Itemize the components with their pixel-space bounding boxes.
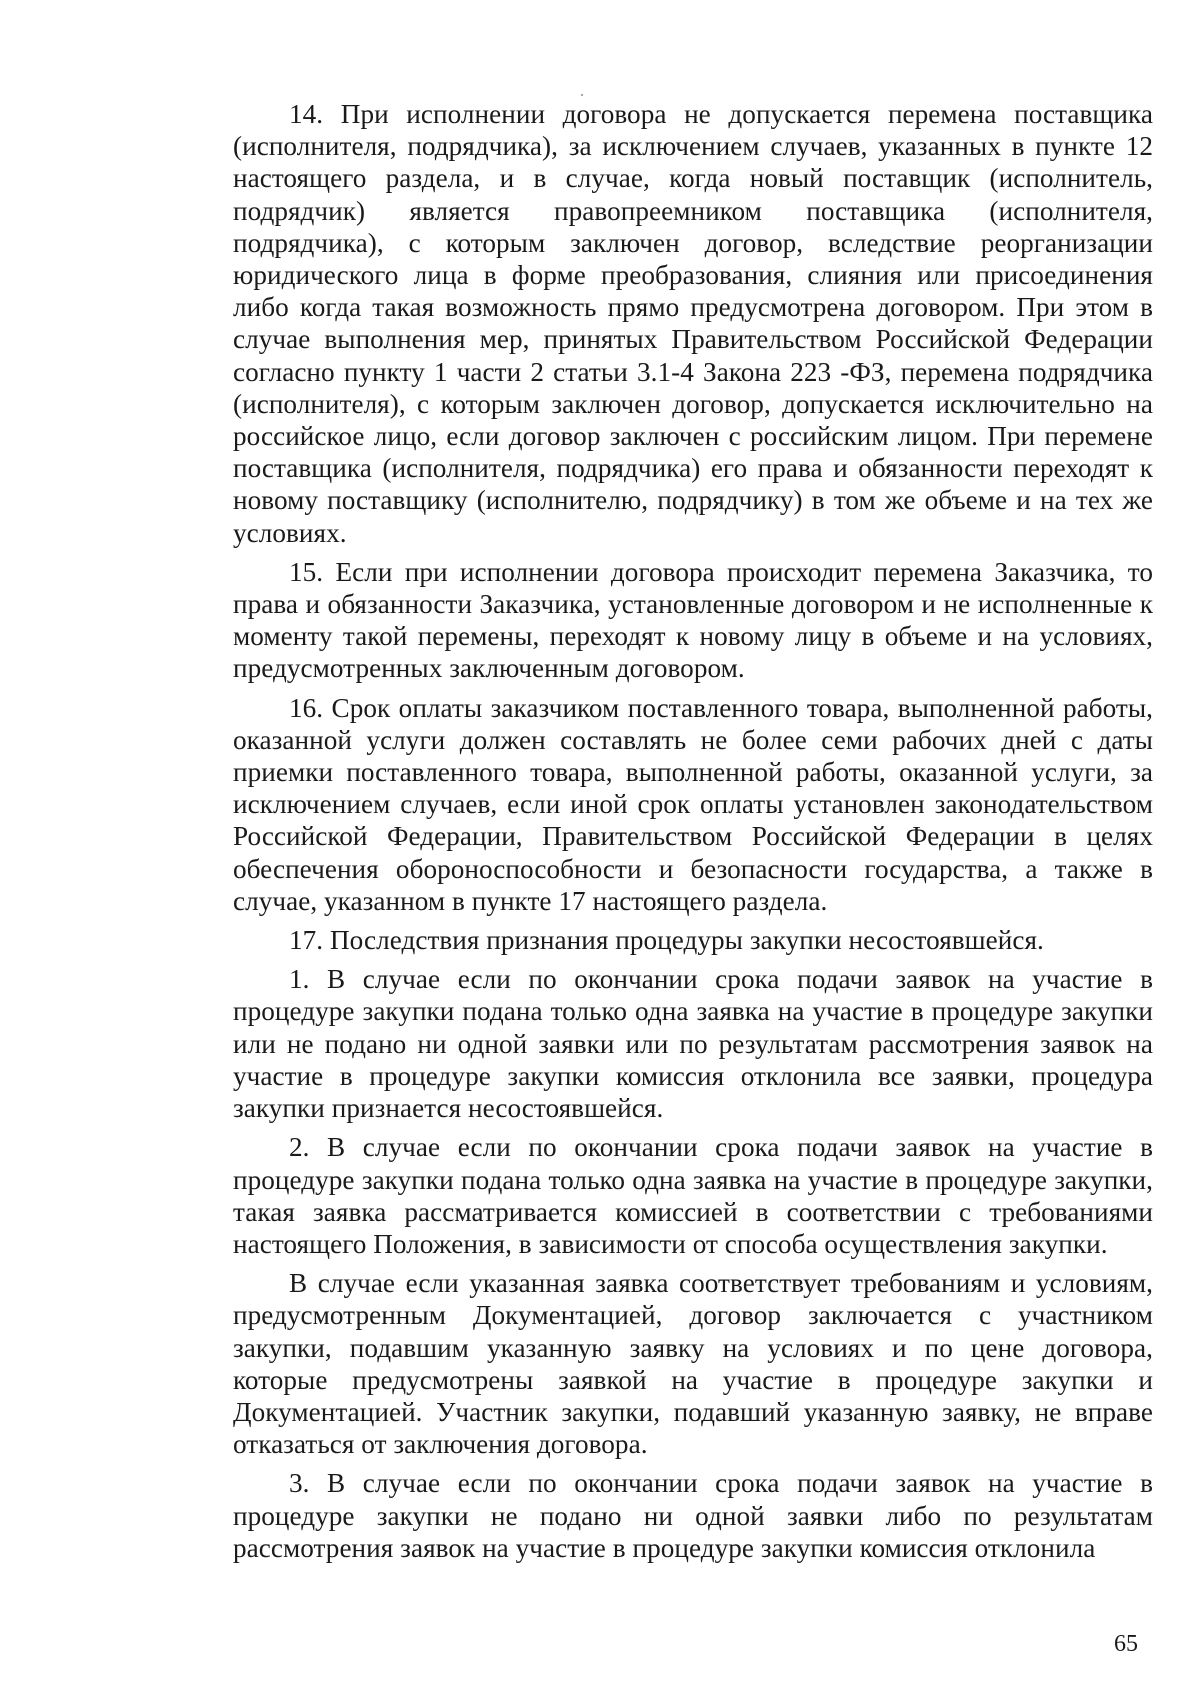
- paragraph-16: 16. Срок оплаты заказчиком поставленного товара, выполненной работы, оказанной услуги должен составлять не более семи рабочих дней с даты приемки поставленного товара, выполненной работы, оказанной услуги, за исключением случаев, если иной срок оплаты установлен законодательством Российской Федерации, Правительством Российской Федерации в целях обеспечения обороноспособности и безопасности государства, а также в случае, указанном в пункте 17 настоящего раздела.: [233, 692, 1153, 916]
- paragraph-17-heading: 17. Последствия признания процедуры закупки несостоявшейся.: [289, 925, 1044, 956]
- scan-speck: [581, 94, 583, 96]
- paragraph-17-2: 2. В случае если по окончании срока подачи заявок на участие в процедуре закупки подана только одна заявка на участие в процедуре закупки, такая заявка рассматривается комиссией в соответствии с требованиями настоящего Положения, в зависимости от способа осуществления закупки.: [233, 1132, 1153, 1259]
- paragraph-15: 15. Если при исполнении договора происходит перемена Заказчика, то права и обязанности Заказчика, установленные договором и не исполненные к моменту такой перемены, переходят к новому лицу в объеме и на условиях, предусмотренных заключенным договором.: [233, 556, 1153, 684]
- page-number: 65: [1114, 1631, 1138, 1657]
- paragraph-17-2-continued: В случае если указанная заявка соответствует требованиям и условиям, предусмотренным Документацией, договор заключается с участником закупки, подавшим указанную заявку на условиях и по цене договора, которые предусмотрены заявкой на участие в процедуре закупки и Документацией. Участник закупки, подавший указанную заявку, не вправе отказаться от заключения договора.: [233, 1268, 1153, 1460]
- paragraph-14: 14. При исполнении договора не допускается перемена поставщика (исполнителя, подрядчика), за исключением случаев, указанных в пункте 12 настоящего раздела, и в случае, когда новый поставщик (исполнитель, подрядчик) является правопреемником поставщика (исполнителя, подрядчика), с которым заключен договор, вследствие реорганизации юридического лица в форме преобразования, слияния или присоединения либо когда такая возможность прямо предусмотрена договором. При этом в случае выполнения мер, принятых Правительством Российской Федерации согласно пункту 1 части 2 статьи 3.1-4 Закона 223 -ФЗ, перемена подрядчика (исполнителя), с которым заключен договор, допускается исключительно на российское лицо, если договор заключен с российским лицом. При перемене поставщика (исполнителя, подрядчика) его права и обязанности переходят к новому поставщику (исполнителю, подрядчику) в том же объеме и на тех же условиях.: [233, 99, 1153, 548]
- document-body: [233, 98, 1153, 1571]
- paragraph-17-1: 1. В случае если по окончании срока подачи заявок на участие в процедуре закупки подана только одна заявка на участие в процедуре закупки или не подано ни одной заявки или по результатам рассмотрения заявок на участие в процедуре закупки комиссия отклонила все заявки, процедура закупки признается несостоявшейся.: [233, 964, 1153, 1124]
- paragraph-17-3: 3. В случае если по окончании срока подачи заявок на участие в процедуре закупки не подано ни одной заявки либо по результатам рассмотрения заявок на участие в процедуре закупки комиссия отклонила: [233, 1468, 1153, 1563]
